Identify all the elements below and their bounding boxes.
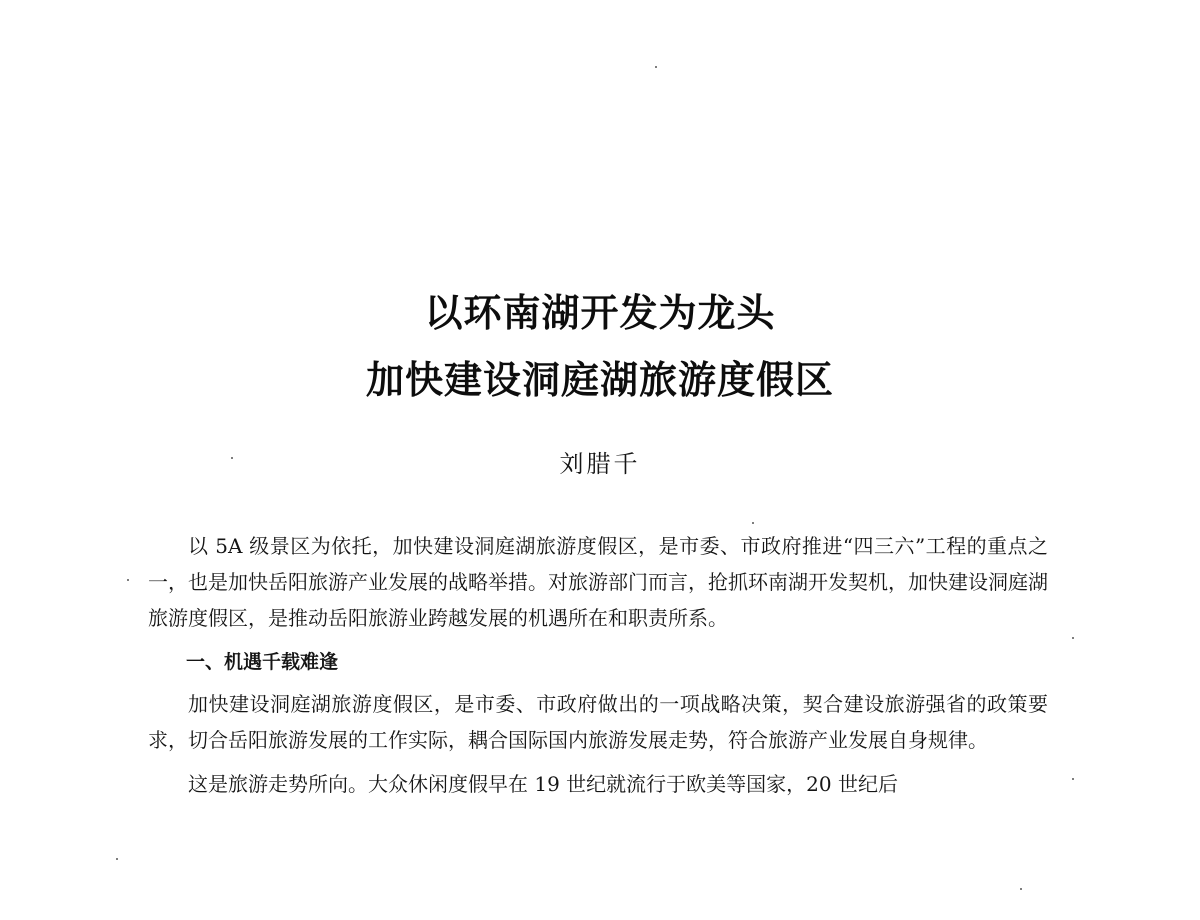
scan-speck [127,579,129,581]
section-heading: 一、机遇千载难逢 [186,651,339,673]
scan-speck [1020,888,1022,890]
scan-speck [655,66,657,68]
scan-speck [1072,637,1074,639]
paragraph-decision: 加快建设洞庭湖旅游度假区，是市委、市政府做出的一项战略决策，契合建设旅游强省的政策要求，切合岳阳旅游发展的工作实际，耦合国际国内旅游发展走势，符合旅游产业发展自身规律。 [148,692,1048,752]
scan-speck [752,522,754,524]
body-text [148,528,1048,810]
document-title-line-1: 以环南湖开发为龙头 [424,291,776,335]
scan-speck [231,457,233,459]
scan-speck [116,858,118,860]
paragraph-trend: 这是旅游走势所向。大众休闲度假早在 19 世纪就流行于欧美等国家，20 世纪后 [188,772,898,796]
author-name: 刘腊千 [559,450,641,478]
scan-speck [1072,778,1074,780]
paragraph-intro: 以 5A 级景区为依托，加快建设洞庭湖旅游度假区，是市委、市政府推进“四三六”工程的重点之一，也是加快岳阳旅游产业发展的战略举措。对旅游部门而言，抢抓环南湖开发契机，加快建设洞庭湖旅游度假区，是推动岳阳旅游业跨越发展的机遇所在和职责所系。 [148,534,1048,630]
document-title-line-2: 加快建设洞庭湖旅游度假区 [365,358,834,402]
